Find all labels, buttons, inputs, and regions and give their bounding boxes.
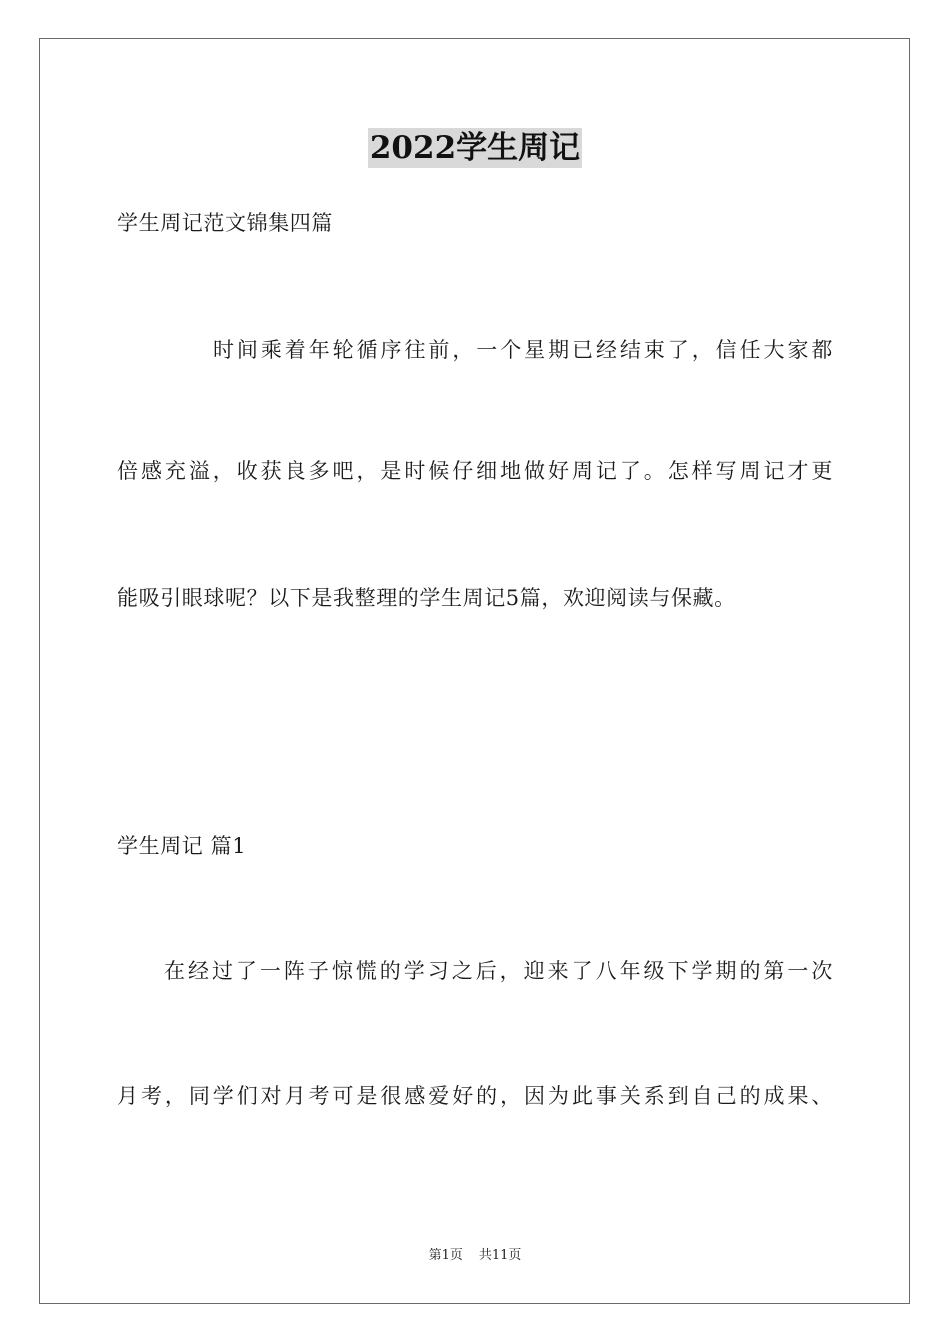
- intro-line-2: 倍感充溢，收获良多吧，是时候仔细地做好周记了。怎样写周记才更: [117, 459, 833, 483]
- document-title: 2022学生周记: [369, 130, 581, 166]
- page-number: 第1页: [428, 1248, 463, 1263]
- title-container: [0, 128, 950, 168]
- section-line-1: 在经过了一阵子惊慌的学习之后，迎来了八年级下学期的第一次: [164, 959, 833, 983]
- section-heading: 学生周记 篇1: [117, 834, 247, 858]
- section-line-2: 月考，同学们对月考可是很感爱好的，因为此事关系到自己的成果、: [117, 1084, 833, 1108]
- page-footer: [0, 1247, 950, 1265]
- document-subtitle: 学生周记范文锦集四篇: [117, 211, 333, 235]
- intro-line-1: 时间乘着年轮循序往前，一个星期已经结束了，信任大家都: [213, 338, 833, 362]
- page-total: 共11页: [478, 1248, 522, 1263]
- intro-line-3: 能吸引眼球呢？以下是我整理的学生周记5篇，欢迎阅读与保藏。: [117, 586, 736, 610]
